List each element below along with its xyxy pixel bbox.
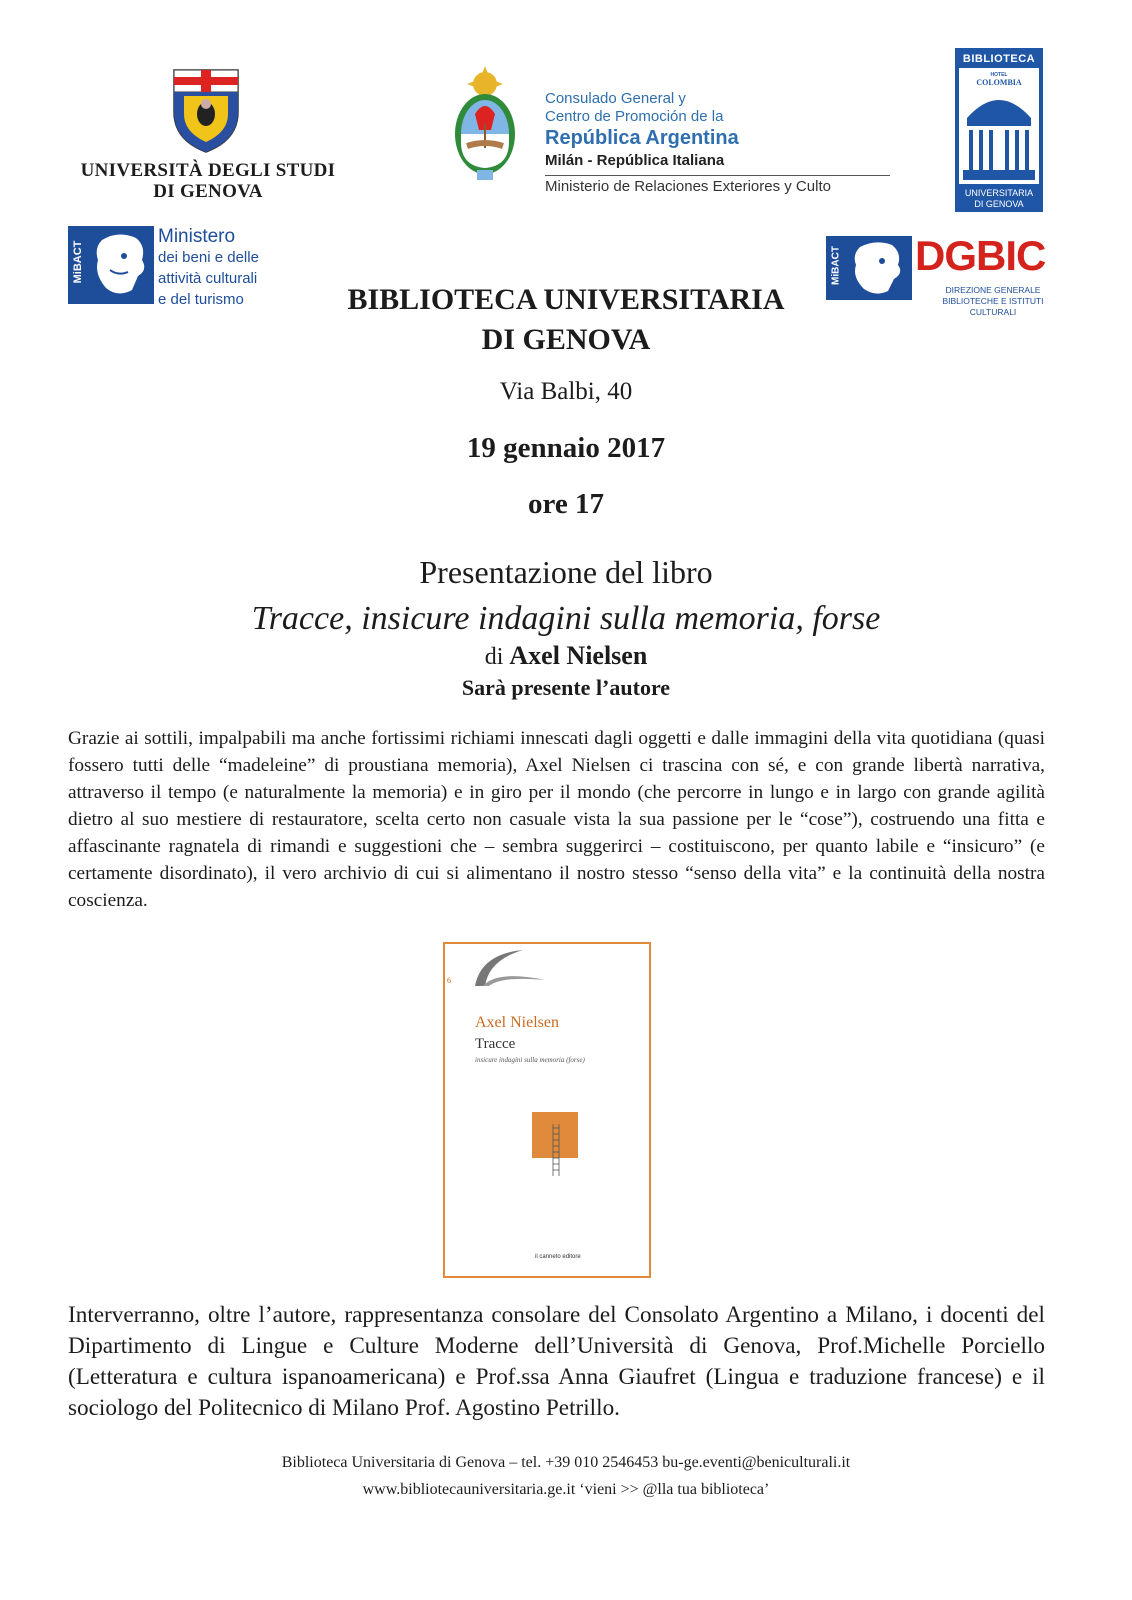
author-present: Sarà presente l’autore	[461, 675, 671, 700]
colombia-name-label: COLOMBIA	[976, 78, 1022, 87]
colombia-bottom2: DI GENOVA	[974, 199, 1024, 209]
event-date: 19 gennaio 2017	[466, 432, 666, 464]
library-name	[0, 280, 1132, 360]
colombia-bottom1: UNIVERSITARIA	[964, 188, 1034, 198]
colombia-hotel-label: HOTEL	[990, 72, 1008, 78]
mibact-line4: e del turismo	[158, 291, 244, 308]
dgbic-sub2: BIBLIOTECHE E ISTITUTI CULTURALI	[942, 296, 1044, 317]
footer-website: www.bibliotecauniversitaria.ge.it ‘vieni >> @lla tua biblioteca’	[362, 1481, 770, 1498]
hotel-colombia-building-icon	[959, 68, 1039, 184]
book-cover	[443, 942, 651, 1278]
unige-name	[68, 160, 348, 202]
book-cover-subtitle: insicure indagini sulla memoria (forse)	[475, 1056, 585, 1064]
consolato-emblem	[445, 66, 525, 186]
consolato-line5: Ministerio de Relaciones Exteriores y Culto	[545, 178, 831, 195]
mibact-side-label: MiBACT	[72, 240, 84, 284]
consolato-text	[545, 90, 895, 198]
unige-logo	[170, 68, 242, 154]
library-name-line1: BIBLIOTECA UNIVERSITARIA	[347, 283, 785, 316]
book-logo-icon	[471, 946, 551, 990]
author-name: Axel Nielsen	[509, 641, 648, 670]
unige-name-line2: DI GENOVA	[153, 181, 263, 202]
book-cover-title: Tracce	[475, 1036, 516, 1052]
consolato-line2: Centro de Promoción de la	[545, 108, 724, 125]
mibact-line3: attività culturali	[158, 270, 258, 287]
biblioteca-colombia-logo	[955, 48, 1043, 212]
author-by: di	[484, 644, 504, 670]
library-name-line2: DI GENOVA	[481, 323, 651, 356]
ladder-icon	[552, 1124, 560, 1176]
mibact-line2: dei beni e delle	[158, 249, 259, 266]
dgbic-side-label: MiBACT	[830, 246, 842, 285]
book-title: Tracce, insicure indagini sulla memoria, forse	[251, 600, 881, 637]
dgbic-sub1: DIREZIONE GENERALE	[945, 285, 1041, 295]
presentation-label: Presentazione del libro	[419, 554, 713, 590]
consolato-line3: República Argentina	[545, 127, 739, 149]
description-paragraph: Grazie ai sottili, impalpabili ma anche fortissimi richiami innescati dagli oggetti e dalle immagini della vita quotidiana (quasi fossero tutti delle “madeleine” di proustiana memoria), Axel Nielsen ci trascina con sé, e con grande libertà narrativa, attraverso il tempo (e naturalmente la memoria) e in giro per il mondo (che percorre in lungo e in largo con grande agilità dietro al suo mestiere di restauratore, scelta certo non casuale vista la sua passione per le “cose”), costruendo una fitta e affascinante ragnatela di rimandi e suggestioni che – sembra suggerirci – costituiscono, per quanto labile e “insicuro” (e certamente disordinato), il vero archivio di cui si alimentano il nostro stesso “senso della vita” e la continuità della nostra coscienza.	[68, 728, 1045, 911]
author-line	[0, 641, 1132, 671]
mibact-line1: Ministero	[158, 226, 236, 247]
book-series-number: 6	[447, 976, 451, 985]
argentina-emblem-icon	[445, 66, 525, 186]
consolato-line1: Consulado General y	[545, 90, 686, 107]
speakers-paragraph: Interverranno, oltre l’autore, rappresentanza consolare del Consolato Argentino a Milano, i docenti del Dipartimento di Lingue e Culture Moderne dell’Università di Genova, Prof.Michelle Porciello (Letteratura e cultura ispanoamericana) e Prof.ssa Anna Giaufret (Lingua e traduzione francese) e il sociologo del Politecnico di Milano Prof. Agostino Petrillo.	[68, 1302, 1045, 1421]
dgbic-title: DGBIC	[915, 232, 1046, 279]
unige-crest-icon	[170, 68, 242, 154]
colombia-top: BIBLIOTECA	[962, 53, 1036, 65]
unige-name-line1: UNIVERSITÀ DEGLI STUDI	[80, 160, 336, 181]
book-cover-author: Axel Nielsen	[475, 1014, 559, 1031]
address: Via Balbi, 40	[499, 378, 633, 405]
consolato-line4: Milán - República Italiana	[545, 152, 725, 169]
book-cover-publisher: il canneto editore	[535, 1254, 581, 1260]
event-time: ore 17	[528, 488, 604, 520]
footer-contact: Biblioteca Universitaria di Genova – tel. +39 010 2546453 bu-ge.eventi@beniculturali.it	[281, 1454, 851, 1471]
